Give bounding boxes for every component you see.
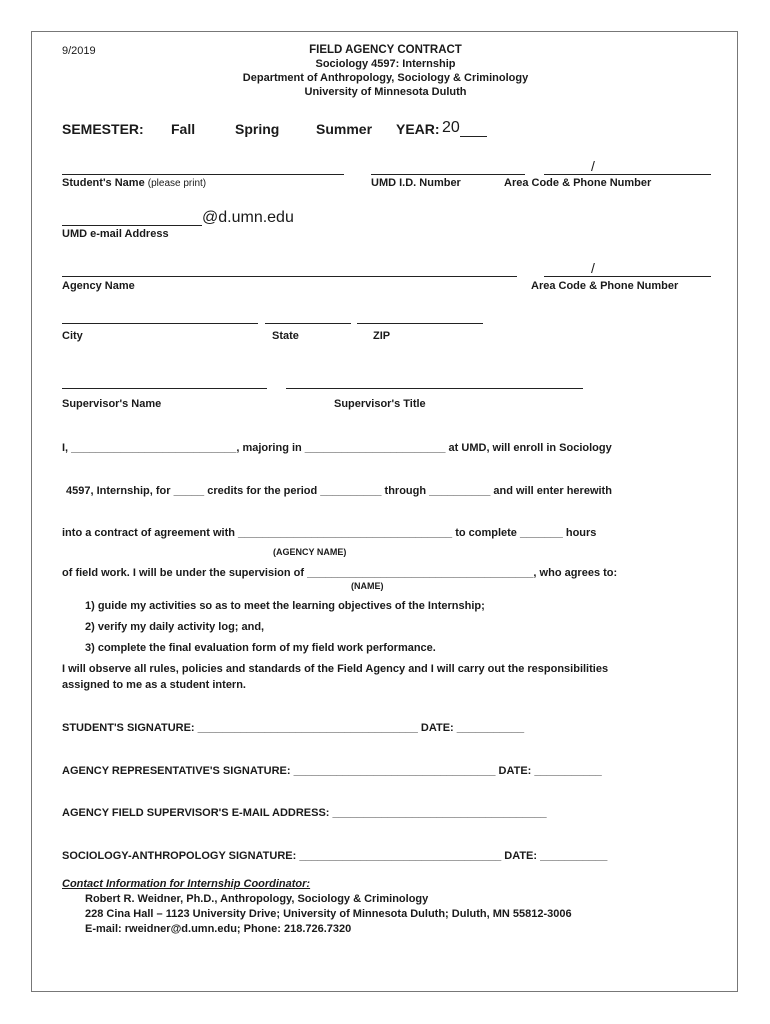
- agreement-line-4: of field work. I will be under the supervision of _____________________________________, who agrees to:: [62, 567, 618, 579]
- department-name: Department of Anthropology, Sociology & Criminology: [242, 72, 529, 84]
- student-id-label: UMD I.D. Number: [371, 177, 461, 189]
- agency-name-caption: (AGENCY NAME): [273, 547, 347, 557]
- contact-heading: Contact Information for Internship Coordinator:: [62, 878, 311, 890]
- supervisor-title-label: Supervisor's Title: [334, 398, 426, 410]
- student-phone-slash: /: [591, 158, 595, 174]
- semester-option-spring[interactable]: Spring: [235, 121, 280, 137]
- agreement-line-3: into a contract of agreement with ___________________________________ to complete _______ hours: [62, 527, 597, 539]
- agency-name-label: Agency Name: [62, 280, 135, 292]
- agreement-line-1: I, ___________________________, majoring in _______________________ at UMD, will enroll in Sociology: [62, 442, 612, 454]
- semester-option-fall[interactable]: Fall: [171, 121, 196, 137]
- supervisor-title-field[interactable]: [286, 388, 583, 389]
- zip-field[interactable]: [357, 323, 483, 324]
- supervisor-name-caption: (NAME): [351, 581, 384, 591]
- supervisor-email-line[interactable]: AGENCY FIELD SUPERVISOR'S E-MAIL ADDRESS: ___________________________________: [62, 807, 547, 819]
- course-name: Sociology 4597: Internship: [315, 58, 456, 70]
- year-label: YEAR:: [396, 121, 440, 137]
- contact-email-phone: E-mail: rweidner@d.umn.edu; Phone: 218.726.7320: [85, 923, 352, 935]
- zip-label: ZIP: [373, 330, 391, 342]
- agency-phone-label: Area Code & Phone Number: [531, 280, 679, 292]
- contact-address: 228 Cina Hall – 1123 University Drive; University of Minnesota Duluth; Duluth, MN 55812-3006: [85, 908, 572, 920]
- agency-phone-field[interactable]: [544, 276, 711, 277]
- observe-line-1: I will observe all rules, policies and standards of the Field Agency and I will carry out the responsibilities: [62, 663, 609, 675]
- email-label: UMD e-mail Address: [62, 228, 169, 240]
- semester-label: SEMESTER:: [62, 121, 144, 137]
- city-field[interactable]: [62, 323, 258, 324]
- observe-line-2: assigned to me as a student intern.: [62, 679, 246, 691]
- supervisor-name-field[interactable]: [62, 388, 267, 389]
- year-prefix: 20: [442, 119, 460, 136]
- student-name-label: Student's Name (please print): [62, 177, 207, 189]
- soc-anth-signature-line[interactable]: SOCIOLOGY-ANTHROPOLOGY SIGNATURE: _________________________________ DATE: ___________: [62, 850, 608, 862]
- state-label: State: [272, 330, 299, 342]
- agency-rep-signature-line[interactable]: AGENCY REPRESENTATIVE'S SIGNATURE: _________________________________ DATE: ___________: [62, 765, 602, 777]
- agreement-line-2: 4597, Internship, for _____ credits for the period __________ through __________ and will enter herewith: [66, 485, 612, 497]
- year-field[interactable]: [460, 136, 487, 137]
- agreement-item-2: 2) verify my daily activity log; and,: [85, 621, 265, 633]
- date-code: 9/2019: [62, 45, 96, 57]
- student-phone-field[interactable]: [544, 174, 711, 175]
- agency-name-field[interactable]: [62, 276, 517, 277]
- student-id-field[interactable]: [371, 174, 525, 175]
- form-title: FIELD AGENCY CONTRACT: [309, 44, 462, 56]
- semester-option-summer[interactable]: Summer: [316, 121, 373, 137]
- city-label: City: [62, 330, 83, 342]
- email-domain: @d.umn.edu: [202, 209, 294, 226]
- state-field[interactable]: [265, 323, 351, 324]
- student-phone-label: Area Code & Phone Number: [504, 177, 652, 189]
- student-name-field[interactable]: [62, 174, 344, 175]
- supervisor-name-label: Supervisor's Name: [62, 398, 162, 410]
- student-email-field[interactable]: [62, 225, 202, 226]
- contact-name: Robert R. Weidner, Ph.D., Anthropology, Sociology & Criminology: [85, 893, 429, 905]
- university-name: University of Minnesota Duluth: [304, 86, 467, 98]
- contract-page: [31, 31, 738, 992]
- agreement-item-1: 1) guide my activities so as to meet the learning objectives of the Internship;: [85, 600, 485, 612]
- student-signature-line[interactable]: STUDENT'S SIGNATURE: ____________________________________ DATE: ___________: [62, 722, 525, 734]
- agency-phone-slash: /: [591, 260, 595, 276]
- agreement-item-3: 3) complete the final evaluation form of my field work performance.: [85, 642, 436, 654]
